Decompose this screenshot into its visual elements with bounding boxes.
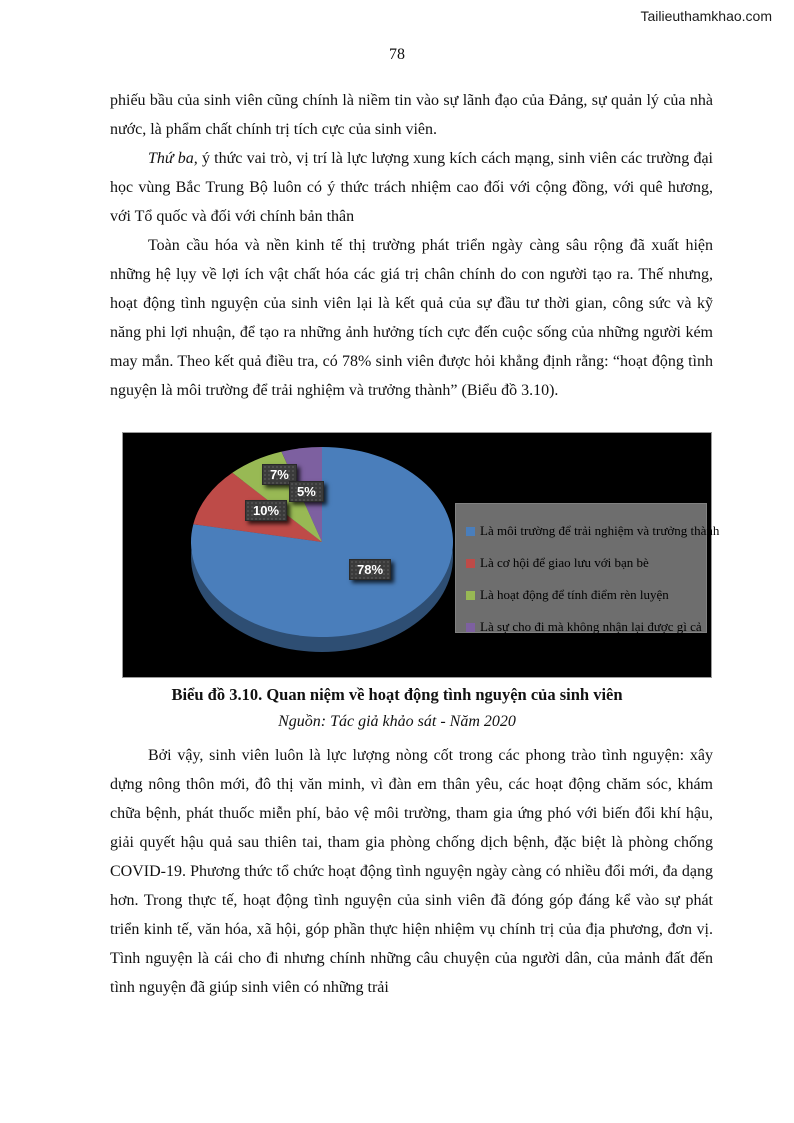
paragraph-2 [110, 144, 713, 231]
legend-item-1 [466, 547, 706, 579]
chart-legend [455, 503, 720, 634]
site-watermark: Tailieuthamkhao.com [640, 8, 772, 24]
pie-chart-figure [122, 432, 720, 678]
legend-item-2 [466, 579, 706, 611]
legend-label-1: Là cơ hội để giao lưu với bạn bè [480, 555, 649, 570]
legend-item-0 [466, 515, 720, 547]
body-text-top [110, 86, 713, 405]
paragraph-2-lead: Thứ ba, [148, 150, 198, 167]
paragraph-1: phiếu bầu của sinh viên cũng chính là niềm tin vào sự lãnh đạo của Đảng, sự quản lý của nhà nước, là phẩm chất chính trị tích cực của sinh viên. [110, 92, 713, 138]
legend-item-3 [466, 611, 706, 643]
legend-label-2: Là hoạt động để tính điểm rèn luyện [480, 587, 669, 602]
legend-marker-blue-icon [466, 527, 475, 536]
legend-marker-red-icon [466, 559, 475, 568]
page-number: 78 [389, 46, 405, 63]
data-label-green-7: 7% [262, 464, 297, 485]
paragraph-4: Bởi vậy, sinh viên luôn là lực lượng nòng cốt trong các phong trào tình nguyện: xây dựng nông thôn mới, đô thị văn minh, vì đàn em thân yêu, các hoạt động chăm sóc, khám chữa bệnh, phát thuốc miễn phí, bảo vệ môi trường, tham gia ứng phó với biến đổi khí hậu, giải quyết hậu quả sau thiên tai, tham gia phòng chống dịch bệnh, đặc biệt là phòng chống COVID-19. Phương thức tổ chức hoạt động tình nguyện ngày càng có nhiều đổi mới, đa dạng hơn. Trong thực tế, hoạt động tình nguyện của sinh viên đã đóng góp đáng kể vào sự phát triển kinh tế, văn hóa, xã hội, góp phần thực hiện nhiệm vụ chính trị của địa phương, đơn vị. Tình nguyện là cái cho đi nhưng chính những câu chuyện của người dân, của mảnh đất đến tình nguyện đã giúp sinh viên có những trải [110, 747, 713, 996]
paragraph-3: Toàn cầu hóa và nền kinh tế thị trường phát triển ngày càng sâu rộng đã xuất hiện những hệ lụy về lợi ích vật chất hóa các giá trị chân chính do con người tạo ra. Thế nhưng, hoạt động tình nguyện của sinh viên lại là kết quả của sự đầu tư thời gian, công sức và kỹ năng phi lợi nhuận, để tạo ra những ảnh hưởng tích cực đến cuộc sống của những người kém may mắn. Theo kết quả điều tra, có 78% sinh viên được hỏi khẳng định rằng: “hoạt động tình nguyện là môi trường để trải nghiệm và trưởng thành” (Biểu đồ 3.10). [110, 237, 713, 399]
legend-marker-green-icon [466, 591, 475, 600]
data-label-blue-78: 78% [349, 559, 391, 580]
body-text-bottom [110, 741, 713, 1002]
chart-caption: Biểu đồ 3.10. Quan niệm về hoạt động tình nguyện của sinh viên [171, 685, 623, 704]
data-label-red-10: 10% [245, 500, 287, 521]
legend-label-0: Là môi trường để trải nghiệm và trưởng thành [480, 523, 720, 538]
legend-marker-purple-icon [466, 623, 475, 632]
data-label-purple-5: 5% [289, 481, 324, 502]
paragraph-2-rest: ý thức vai trò, vị trí là lực lượng xung kích cách mạng, sinh viên các trường đại học vùng Bắc Trung Bộ luôn có ý thức trách nhiệm cao đối với cộng đồng, với quê hương, với Tổ quốc và đối với chính bản thân [110, 150, 714, 225]
chart-source: Nguồn: Tác giả khảo sát - Năm 2020 [278, 713, 516, 730]
legend-label-3: Là sự cho đi mà không nhận lại được gì cả [480, 619, 702, 634]
